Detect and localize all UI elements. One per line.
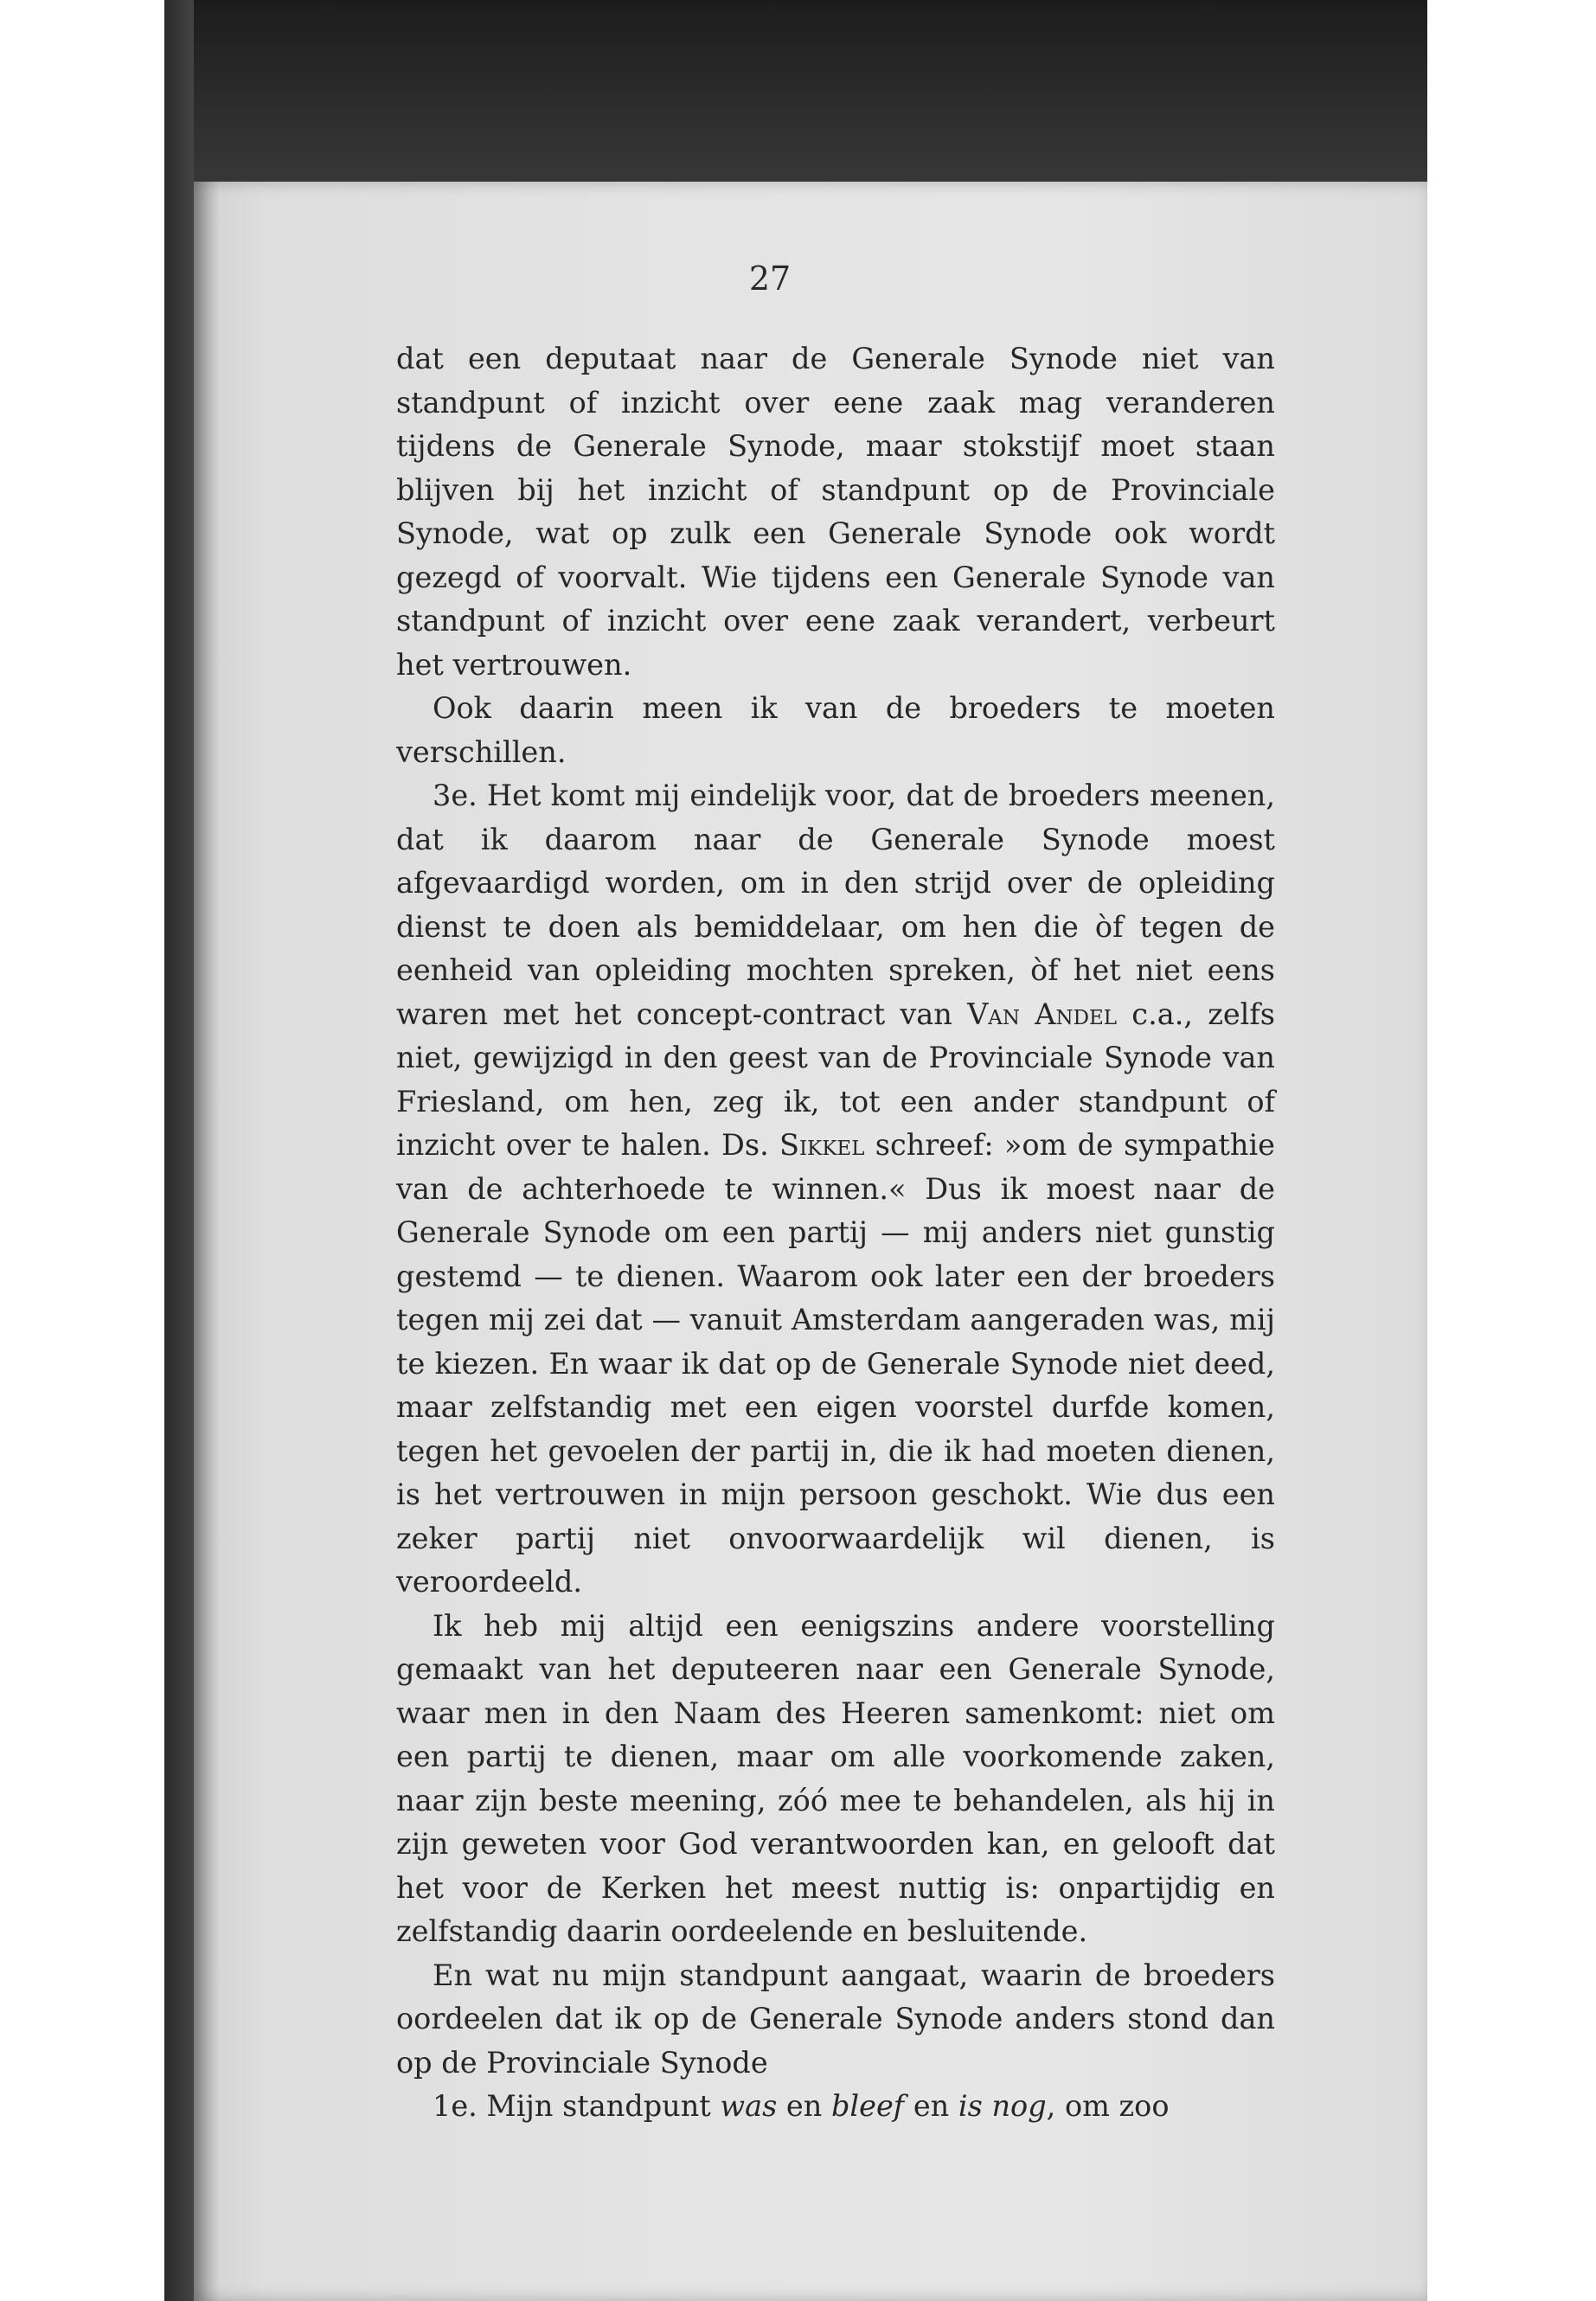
italic-text: is nog	[958, 2089, 1047, 2123]
smallcaps-text: Van Andel	[967, 997, 1118, 1031]
page-gutter-shadow	[194, 182, 220, 2301]
dark-background-left	[164, 0, 194, 2301]
text-run: dat een deputaat naar de Generale Synode niet van standpunt of inzicht over eene zaak mag veranderen tijdens de Generale Synode, maar stokstijf moet staan blijven bij het inzicht of standpunt op de Provinciale Synode, wat op zulk een Generale Synode ook wordt gezegd of voorvalt. Wie tijdens een Generale Synode van standpunt of inzicht over eene zaak verandert, verbeurt het vertrouwen.	[396, 342, 1275, 682]
text-run: En wat nu mijn standpunt aangaat, waarin de broeders oordeelen dat ik op de Generale Synode anders stond dan op de Provinciale Synode	[396, 1958, 1275, 2080]
paragraph-4	[396, 1605, 1275, 1954]
italic-text: was	[720, 2089, 778, 2123]
text-run: Ook daarin meen ik van de broeders te moeten verschillen.	[396, 691, 1275, 769]
paragraph-3	[396, 774, 1275, 1605]
smallcaps-text: Sikkel	[779, 1128, 865, 1162]
text-run: c.a., zelfs niet, gewijzigd in den geest van de Provinciale Synode van Friesland, om hen, zeg ik, tot een ander standpunt of inzicht over te halen. Ds.	[396, 997, 1275, 1162]
text-run: en	[904, 2089, 958, 2123]
paragraph-6	[396, 2085, 1275, 2129]
text-run: schreef: »om de sympathie van de achterhoede te winnen.« Dus ik moest naar de Generale Synode om een partij — mij anders niet gunstig gestemd — te dienen. Waarom ook later een der broeders tegen mij zei dat — vanuit Amsterdam aangeraden was, mij te kiezen. En waar ik dat op de Generale Synode niet deed, maar zelfstandig met een eigen voorstel durfde komen, tegen het gevoelen der partij in, die ik had moeten dienen, is het vertrouwen in mijn persoon geschokt. Wie dus een zeker partij niet onvoorwaardelijk wil dienen, is veroordeeld.	[396, 1128, 1275, 1599]
text-run: 3e. Het komt mij eindelijk voor, dat de broeders meenen, dat ik daarom naar de Generale Synode moest afgevaardigd worden, om in den strijd over de opleiding dienst te doen als bemiddelaar, om hen die òf tegen de eenheid van opleiding mochten spreken, òf het niet eens waren met het concept-contract van	[396, 779, 1275, 1031]
page-number: 27	[748, 260, 792, 298]
text-run: en	[777, 2089, 831, 2123]
italic-text: bleef	[830, 2089, 905, 2123]
paragraph-5	[396, 1954, 1275, 2086]
body-text	[396, 337, 1275, 2129]
text-run: Ik heb mij altijd een eenigszins andere voorstelling gemaakt van het deputeeren naar een Generale Synode, waar men in den Naam des Heeren samenkomt: niet om een partij te dienen, maar om alle voorkomende zaken, naar zijn beste meening, zóó mee te behandelen, als hij in zijn geweten voor God verantwoorden kan, en gelooft dat het voor de Kerken het meest nuttig is: onpartijdig en zelfstandig daarin oordeelende en besluitende.	[396, 1608, 1275, 1948]
paragraph-2	[396, 687, 1275, 774]
paragraph-1	[396, 337, 1275, 687]
text-run: , om zoo	[1046, 2089, 1170, 2123]
dark-background-top	[164, 0, 1427, 208]
text-run: 1e. Mijn standpunt	[433, 2089, 721, 2123]
